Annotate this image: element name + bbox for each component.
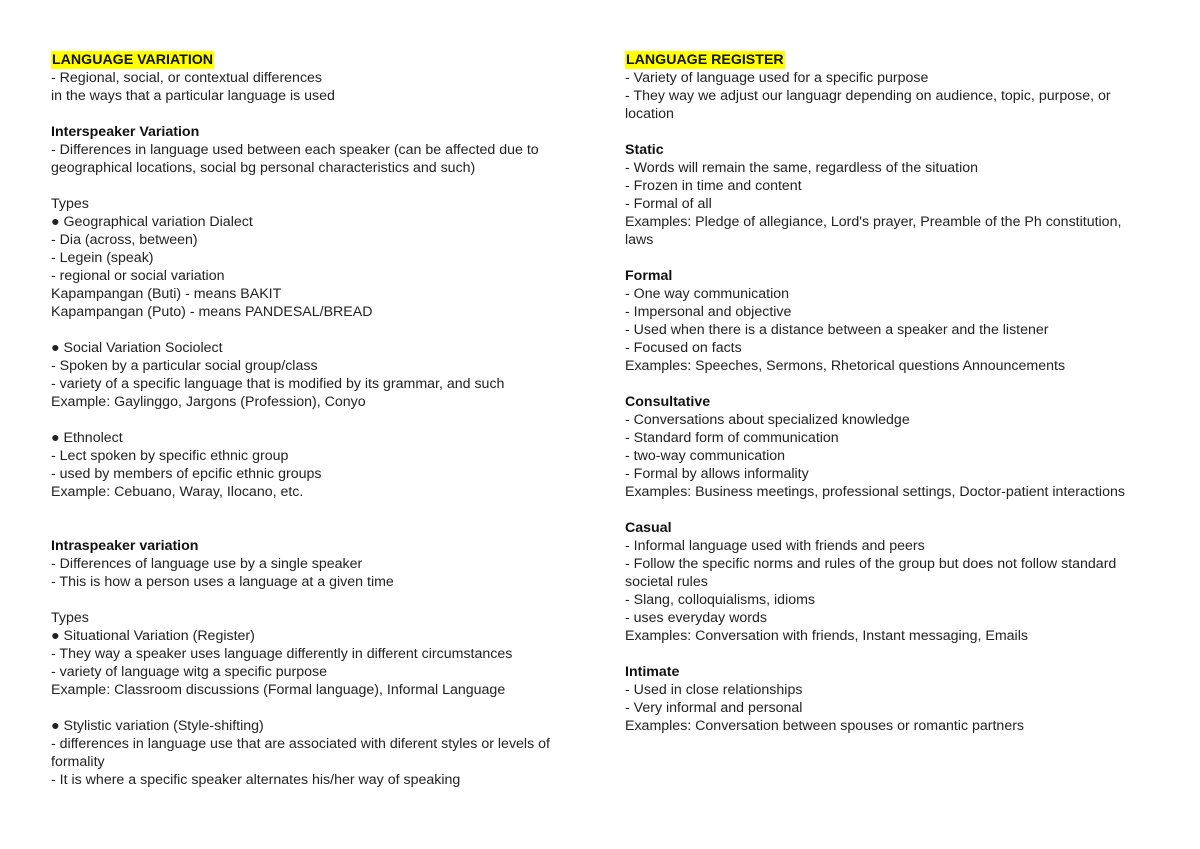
static-examples: Examples: Pledge of allegiance, Lord's prayer, Preamble of the Ph constitution, laws — [625, 214, 1126, 248]
situational-line: ● Situational Variation (Register) — [51, 628, 255, 644]
casual-line: - Slang, colloquialisms, idioms — [625, 592, 816, 608]
ethnolect-line: ● Ethnolect — [51, 430, 123, 446]
static-line: - Words will remain the same, regardless of the situation — [625, 160, 978, 176]
social-line: - variety of a specific language that is modified by its grammar, and such — [51, 376, 505, 392]
consultative-line: - two-way communication — [625, 448, 786, 464]
consultative-examples: Examples: Business meetings, professional settings, Doctor-patient interactions — [625, 484, 1125, 500]
consultative-line: - Formal by allows informality — [625, 466, 809, 482]
casual-examples: Examples: Conversation with friends, Instant messaging, Emails — [625, 628, 1028, 644]
register-intro-line: - They way we adjust our languagr depending on audience, topic, purpose, or location — [625, 88, 1115, 122]
formal-line: - Focused on facts — [625, 340, 742, 356]
interspeaker-heading: Interspeaker Variation — [51, 124, 200, 140]
intimate-heading: Intimate — [625, 664, 680, 680]
ethnolect-line: - used by members of epcific ethnic groups — [51, 466, 322, 482]
situational-line: - variety of language witg a specific purpose — [51, 664, 328, 680]
intraspeaker-line: - This is how a person uses a language at a given time — [51, 574, 394, 590]
static-line: - Formal of all — [625, 196, 712, 212]
ethnolect-line: Example: Cebuano, Waray, Ilocano, etc. — [51, 484, 304, 500]
social-line: ● Social Variation Sociolect — [51, 340, 223, 356]
geo-line: - Dia (across, between) — [51, 232, 198, 248]
consultative-heading: Consultative — [625, 394, 711, 410]
geo-line: - Legein (speak) — [51, 250, 154, 266]
stylistic-description: - differences in language use that are associated with diferent styles or levels of formality — [51, 736, 554, 770]
geo-line: Kapampangan (Buti) - means BAKIT — [51, 286, 282, 302]
casual-heading: Casual — [625, 520, 672, 536]
static-line: - Frozen in time and content — [625, 178, 802, 194]
situational-line: Example: Classroom discussions (Formal language), Informal Language — [51, 682, 506, 698]
casual-line: - uses everyday words — [625, 610, 767, 626]
intraspeaker-line: - Differences of language use by a single speaker — [51, 556, 363, 572]
interspeaker-description: - Differences in language used between each speaker (can be affected due to geographical locations, social bg personal characteristics and such) — [51, 142, 543, 176]
intraspeaker-heading: Intraspeaker variation — [51, 538, 199, 554]
consultative-line: - Conversations about specialized knowledge — [625, 412, 910, 428]
stylistic-heading: ● Stylistic variation (Style-shifting) — [51, 718, 264, 734]
static-heading: Static — [625, 142, 664, 158]
geo-line: Kapampangan (Puto) - means PANDESAL/BREAD — [51, 304, 373, 320]
intimate-line: - Used in close relationships — [625, 682, 803, 698]
geo-line: - regional or social variation — [51, 268, 225, 284]
intro-line: - Regional, social, or contextual differences — [51, 70, 323, 86]
types-label: Types — [51, 196, 89, 212]
intimate-examples: Examples: Conversation between spouses or romantic partners — [625, 718, 1025, 734]
ethnolect-line: - Lect spoken by specific ethnic group — [51, 448, 289, 464]
formal-heading: Formal — [625, 268, 673, 284]
formal-line: - One way communication — [625, 286, 790, 302]
casual-line: - Informal language used with friends and peers — [625, 538, 925, 554]
situational-line: - They way a speaker uses language differently in different circumstances — [51, 646, 513, 662]
formal-line: - Impersonal and objective — [625, 304, 792, 320]
geo-line: ● Geographical variation Dialect — [51, 214, 253, 230]
social-line: - Spoken by a particular social group/class — [51, 358, 318, 374]
types-label: Types — [51, 610, 89, 626]
right-column — [625, 51, 1149, 735]
intro-line: in the ways that a particular language is used — [51, 88, 335, 104]
social-line: Example: Gaylinggo, Jargons (Profession), Conyo — [51, 394, 366, 410]
formal-examples: Examples: Speeches, Sermons, Rhetorical questions Announcements — [625, 358, 1066, 374]
casual-line: - Follow the specific norms and rules of the group but does not follow standard societal rules — [625, 556, 1121, 590]
left-column — [51, 51, 575, 789]
language-register-title: LANGUAGE REGISTER — [626, 52, 784, 68]
register-intro-line: - Variety of language used for a specific purpose — [625, 70, 929, 86]
formal-line: - Used when there is a distance between a speaker and the listener — [625, 322, 1049, 338]
stylistic-line: - It is where a specific speaker alternates his/her way of speaking — [51, 772, 461, 788]
language-variation-title: LANGUAGE VARIATION — [52, 52, 214, 68]
consultative-line: - Standard form of communication — [625, 430, 839, 446]
intimate-line: - Very informal and personal — [625, 700, 803, 716]
